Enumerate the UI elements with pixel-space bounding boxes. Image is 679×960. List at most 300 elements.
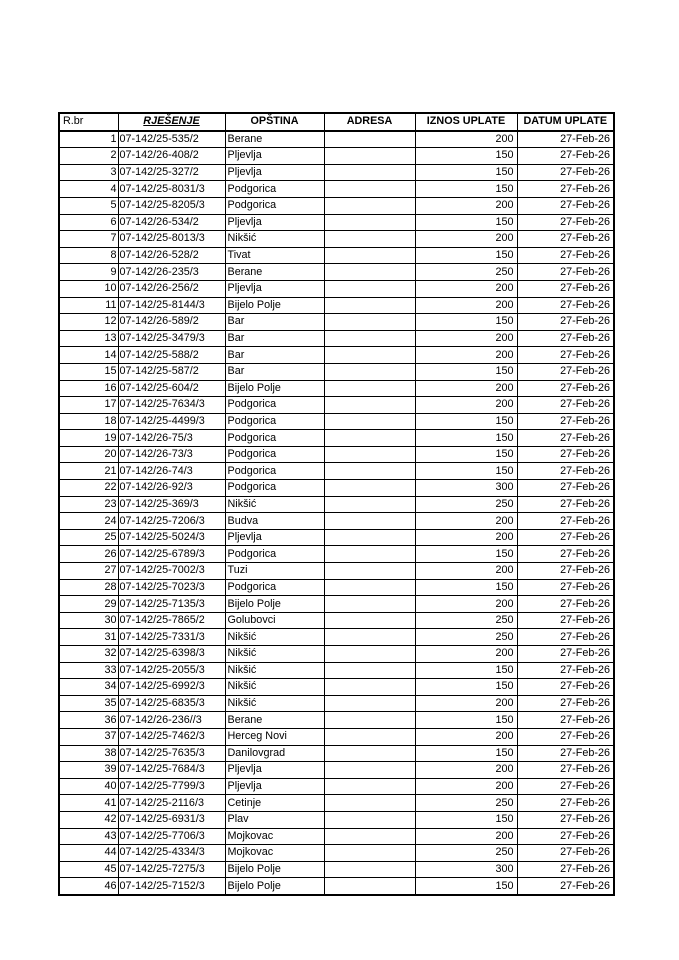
cell-rbr: 21 — [59, 463, 118, 480]
cell-datum: 27-Feb-26 — [517, 280, 614, 297]
cell-adresa — [324, 181, 415, 198]
cell-datum: 27-Feb-26 — [517, 845, 614, 862]
cell-iznos: 150 — [415, 164, 517, 181]
cell-adresa — [324, 413, 415, 430]
cell-rbr: 12 — [59, 314, 118, 331]
table-row — [59, 679, 614, 696]
cell-adresa — [324, 795, 415, 812]
cell-rjesenje: 07-142/25-5024/3 — [118, 529, 225, 546]
table-row — [59, 712, 614, 729]
cell-opstina: Podgorica — [225, 197, 324, 214]
cell-adresa — [324, 363, 415, 380]
table-row — [59, 397, 614, 414]
cell-adresa — [324, 679, 415, 696]
cell-opstina: Bar — [225, 363, 324, 380]
cell-iznos: 150 — [415, 181, 517, 198]
cell-adresa — [324, 596, 415, 613]
cell-adresa — [324, 496, 415, 513]
cell-rjesenje: 07-142/25-7684/3 — [118, 762, 225, 779]
column-header-adresa: ADRESA — [324, 113, 415, 131]
cell-datum: 27-Feb-26 — [517, 247, 614, 264]
cell-rbr: 38 — [59, 745, 118, 762]
cell-opstina: Podgorica — [225, 397, 324, 414]
cell-adresa — [324, 861, 415, 878]
cell-rjesenje: 07-142/25-6789/3 — [118, 546, 225, 563]
cell-rbr: 45 — [59, 861, 118, 878]
cell-rjesenje: 07-142/25-2116/3 — [118, 795, 225, 812]
cell-iznos: 200 — [415, 297, 517, 314]
cell-adresa — [324, 214, 415, 231]
cell-rbr: 20 — [59, 446, 118, 463]
cell-iznos: 250 — [415, 264, 517, 281]
cell-adresa — [324, 662, 415, 679]
cell-adresa — [324, 546, 415, 563]
cell-rjesenje: 07-142/25-588/2 — [118, 347, 225, 364]
cell-rbr: 1 — [59, 131, 118, 148]
cell-datum: 27-Feb-26 — [517, 861, 614, 878]
cell-adresa — [324, 330, 415, 347]
cell-datum: 27-Feb-26 — [517, 612, 614, 629]
cell-iznos: 200 — [415, 828, 517, 845]
cell-datum: 27-Feb-26 — [517, 413, 614, 430]
cell-adresa — [324, 397, 415, 414]
cell-adresa — [324, 164, 415, 181]
cell-opstina: Bijelo Polje — [225, 297, 324, 314]
cell-rjesenje: 07-142/26-235/3 — [118, 264, 225, 281]
cell-rjesenje: 07-142/25-6931/3 — [118, 811, 225, 828]
column-header-rjesenje: RJEŠENJE — [118, 113, 225, 131]
cell-iznos: 200 — [415, 762, 517, 779]
cell-datum: 27-Feb-26 — [517, 795, 614, 812]
cell-adresa — [324, 480, 415, 497]
cell-opstina: Nikšić — [225, 646, 324, 663]
table-row — [59, 164, 614, 181]
cell-rbr: 43 — [59, 828, 118, 845]
cell-iznos: 200 — [415, 778, 517, 795]
cell-rbr: 17 — [59, 397, 118, 414]
cell-adresa — [324, 430, 415, 447]
cell-adresa — [324, 280, 415, 297]
cell-rbr: 34 — [59, 679, 118, 696]
cell-adresa — [324, 446, 415, 463]
cell-rbr: 26 — [59, 546, 118, 563]
cell-opstina: Budva — [225, 513, 324, 530]
cell-iznos: 150 — [415, 430, 517, 447]
cell-iznos: 200 — [415, 280, 517, 297]
cell-iznos: 200 — [415, 397, 517, 414]
cell-rbr: 39 — [59, 762, 118, 779]
cell-datum: 27-Feb-26 — [517, 546, 614, 563]
cell-adresa — [324, 297, 415, 314]
cell-rjesenje: 07-142/25-7023/3 — [118, 579, 225, 596]
cell-adresa — [324, 878, 415, 895]
cell-rjesenje: 07-142/25-7706/3 — [118, 828, 225, 845]
cell-rbr: 19 — [59, 430, 118, 447]
cell-opstina: Bijelo Polje — [225, 596, 324, 613]
cell-rbr: 8 — [59, 247, 118, 264]
cell-rjesenje: 07-142/25-8144/3 — [118, 297, 225, 314]
table-row — [59, 181, 614, 198]
cell-datum: 27-Feb-26 — [517, 131, 614, 148]
cell-opstina: Bijelo Polje — [225, 380, 324, 397]
cell-opstina: Mojkovac — [225, 828, 324, 845]
cell-opstina: Golubovci — [225, 612, 324, 629]
payments-table — [58, 112, 615, 896]
cell-rjesenje: 07-142/25-604/2 — [118, 380, 225, 397]
table-row — [59, 861, 614, 878]
table-row — [59, 612, 614, 629]
cell-iznos: 150 — [415, 446, 517, 463]
table-row — [59, 264, 614, 281]
cell-rjesenje: 07-142/25-327/2 — [118, 164, 225, 181]
cell-datum: 27-Feb-26 — [517, 397, 614, 414]
table-row — [59, 131, 614, 148]
cell-datum: 27-Feb-26 — [517, 347, 614, 364]
cell-opstina: Nikšić — [225, 679, 324, 696]
cell-rbr: 7 — [59, 231, 118, 248]
cell-adresa — [324, 828, 415, 845]
cell-datum: 27-Feb-26 — [517, 629, 614, 646]
cell-opstina: Podgorica — [225, 181, 324, 198]
cell-rbr: 2 — [59, 148, 118, 165]
cell-opstina: Podgorica — [225, 430, 324, 447]
table-row — [59, 579, 614, 596]
cell-datum: 27-Feb-26 — [517, 579, 614, 596]
cell-opstina: Podgorica — [225, 413, 324, 430]
cell-adresa — [324, 148, 415, 165]
cell-rbr: 15 — [59, 363, 118, 380]
cell-rbr: 44 — [59, 845, 118, 862]
cell-datum: 27-Feb-26 — [517, 363, 614, 380]
cell-datum: 27-Feb-26 — [517, 662, 614, 679]
cell-datum: 27-Feb-26 — [517, 529, 614, 546]
cell-opstina: Pljevlja — [225, 778, 324, 795]
cell-datum: 27-Feb-26 — [517, 314, 614, 331]
cell-iznos: 250 — [415, 612, 517, 629]
cell-iznos: 150 — [415, 579, 517, 596]
cell-rjesenje: 07-142/25-7634/3 — [118, 397, 225, 414]
cell-rjesenje: 07-142/26-75/3 — [118, 430, 225, 447]
cell-adresa — [324, 778, 415, 795]
cell-rjesenje: 07-142/26-92/3 — [118, 480, 225, 497]
cell-iznos: 200 — [415, 131, 517, 148]
cell-datum: 27-Feb-26 — [517, 811, 614, 828]
column-header-datum: DATUM UPLATE — [517, 113, 614, 131]
cell-datum: 27-Feb-26 — [517, 695, 614, 712]
cell-rbr: 32 — [59, 646, 118, 663]
table-row — [59, 845, 614, 862]
cell-iznos: 200 — [415, 596, 517, 613]
cell-rjesenje: 07-142/25-3479/3 — [118, 330, 225, 347]
cell-adresa — [324, 762, 415, 779]
cell-adresa — [324, 811, 415, 828]
table-row — [59, 596, 614, 613]
table-row — [59, 762, 614, 779]
cell-datum: 27-Feb-26 — [517, 297, 614, 314]
cell-datum: 27-Feb-26 — [517, 745, 614, 762]
table-row — [59, 745, 614, 762]
cell-rbr: 41 — [59, 795, 118, 812]
cell-rbr: 22 — [59, 480, 118, 497]
cell-datum: 27-Feb-26 — [517, 712, 614, 729]
cell-rjesenje: 07-142/26-236//3 — [118, 712, 225, 729]
cell-opstina: Pljevlja — [225, 529, 324, 546]
cell-iznos: 200 — [415, 728, 517, 745]
cell-iznos: 150 — [415, 363, 517, 380]
cell-rbr: 28 — [59, 579, 118, 596]
cell-opstina: Nikšić — [225, 662, 324, 679]
cell-rjesenje: 07-142/26-73/3 — [118, 446, 225, 463]
cell-adresa — [324, 728, 415, 745]
cell-rjesenje: 07-142/25-2055/3 — [118, 662, 225, 679]
cell-datum: 27-Feb-26 — [517, 513, 614, 530]
cell-opstina: Podgorica — [225, 446, 324, 463]
cell-adresa — [324, 380, 415, 397]
cell-opstina: Herceg Novi — [225, 728, 324, 745]
cell-rjesenje: 07-142/25-7002/3 — [118, 563, 225, 580]
cell-datum: 27-Feb-26 — [517, 231, 614, 248]
table-row — [59, 529, 614, 546]
cell-rbr: 3 — [59, 164, 118, 181]
cell-opstina: Pljevlja — [225, 762, 324, 779]
cell-iznos: 150 — [415, 878, 517, 895]
table-row — [59, 247, 614, 264]
cell-rjesenje: 07-142/25-7135/3 — [118, 596, 225, 613]
cell-rbr: 33 — [59, 662, 118, 679]
cell-rbr: 46 — [59, 878, 118, 895]
cell-iznos: 300 — [415, 861, 517, 878]
cell-opstina: Bar — [225, 330, 324, 347]
cell-iznos: 250 — [415, 845, 517, 862]
cell-datum: 27-Feb-26 — [517, 496, 614, 513]
cell-adresa — [324, 695, 415, 712]
cell-rjesenje: 07-142/25-7152/3 — [118, 878, 225, 895]
cell-rbr: 13 — [59, 330, 118, 347]
table-row — [59, 728, 614, 745]
cell-opstina: Cetinje — [225, 795, 324, 812]
cell-iznos: 200 — [415, 646, 517, 663]
cell-iznos: 150 — [415, 148, 517, 165]
table-row — [59, 148, 614, 165]
cell-opstina: Tuzi — [225, 563, 324, 580]
cell-rbr: 5 — [59, 197, 118, 214]
cell-adresa — [324, 347, 415, 364]
cell-rbr: 37 — [59, 728, 118, 745]
cell-adresa — [324, 745, 415, 762]
cell-opstina: Bijelo Polje — [225, 861, 324, 878]
cell-rbr: 36 — [59, 712, 118, 729]
cell-rbr: 18 — [59, 413, 118, 430]
cell-rbr: 14 — [59, 347, 118, 364]
cell-iznos: 200 — [415, 347, 517, 364]
cell-iznos: 200 — [415, 695, 517, 712]
cell-adresa — [324, 579, 415, 596]
cell-opstina: Nikšić — [225, 629, 324, 646]
cell-opstina: Bar — [225, 314, 324, 331]
cell-iznos: 250 — [415, 629, 517, 646]
header-row — [59, 113, 614, 131]
cell-rjesenje: 07-142/26-256/2 — [118, 280, 225, 297]
cell-opstina: Podgorica — [225, 579, 324, 596]
table-row — [59, 496, 614, 513]
table-row — [59, 563, 614, 580]
cell-adresa — [324, 612, 415, 629]
table-row — [59, 646, 614, 663]
cell-datum: 27-Feb-26 — [517, 330, 614, 347]
cell-rjesenje: 07-142/25-7635/3 — [118, 745, 225, 762]
cell-datum: 27-Feb-26 — [517, 463, 614, 480]
table-row — [59, 214, 614, 231]
cell-datum: 27-Feb-26 — [517, 148, 614, 165]
cell-opstina: Podgorica — [225, 463, 324, 480]
cell-rjesenje: 07-142/25-369/3 — [118, 496, 225, 513]
cell-adresa — [324, 197, 415, 214]
cell-datum: 27-Feb-26 — [517, 164, 614, 181]
table-row — [59, 363, 614, 380]
cell-opstina: Podgorica — [225, 480, 324, 497]
cell-rbr: 35 — [59, 695, 118, 712]
cell-iznos: 150 — [415, 662, 517, 679]
table-row — [59, 380, 614, 397]
cell-rbr: 42 — [59, 811, 118, 828]
cell-opstina: Bar — [225, 347, 324, 364]
cell-opstina: Berane — [225, 131, 324, 148]
column-header-iznos: IZNOS UPLATE — [415, 113, 517, 131]
cell-opstina: Nikšić — [225, 496, 324, 513]
cell-adresa — [324, 513, 415, 530]
cell-iznos: 150 — [415, 712, 517, 729]
cell-rbr: 30 — [59, 612, 118, 629]
table-row — [59, 430, 614, 447]
cell-datum: 27-Feb-26 — [517, 596, 614, 613]
cell-datum: 27-Feb-26 — [517, 480, 614, 497]
table-body — [59, 131, 614, 895]
table-row — [59, 811, 614, 828]
cell-opstina: Berane — [225, 712, 324, 729]
table-row — [59, 546, 614, 563]
table-row — [59, 330, 614, 347]
cell-adresa — [324, 712, 415, 729]
table-row — [59, 280, 614, 297]
cell-iznos: 150 — [415, 679, 517, 696]
table-row — [59, 878, 614, 895]
cell-rbr: 9 — [59, 264, 118, 281]
cell-rbr: 23 — [59, 496, 118, 513]
cell-iznos: 200 — [415, 231, 517, 248]
cell-iznos: 250 — [415, 795, 517, 812]
cell-datum: 27-Feb-26 — [517, 563, 614, 580]
table-row — [59, 480, 614, 497]
cell-rbr: 27 — [59, 563, 118, 580]
cell-iznos: 150 — [415, 745, 517, 762]
cell-adresa — [324, 563, 415, 580]
cell-rbr: 11 — [59, 297, 118, 314]
cell-datum: 27-Feb-26 — [517, 181, 614, 198]
table-row — [59, 413, 614, 430]
cell-iznos: 200 — [415, 513, 517, 530]
cell-iznos: 250 — [415, 496, 517, 513]
cell-rbr: 16 — [59, 380, 118, 397]
cell-iznos: 150 — [415, 247, 517, 264]
cell-adresa — [324, 131, 415, 148]
table-row — [59, 629, 614, 646]
cell-opstina: Danilovgrad — [225, 745, 324, 762]
table-row — [59, 795, 614, 812]
cell-rbr: 25 — [59, 529, 118, 546]
cell-rjesenje: 07-142/25-4499/3 — [118, 413, 225, 430]
cell-adresa — [324, 845, 415, 862]
cell-datum: 27-Feb-26 — [517, 264, 614, 281]
cell-opstina: Mojkovac — [225, 845, 324, 862]
table-row — [59, 197, 614, 214]
cell-iznos: 150 — [415, 463, 517, 480]
cell-rbr: 40 — [59, 778, 118, 795]
cell-adresa — [324, 646, 415, 663]
cell-rjesenje: 07-142/26-408/2 — [118, 148, 225, 165]
cell-iznos: 200 — [415, 197, 517, 214]
cell-iznos: 150 — [415, 413, 517, 430]
cell-datum: 27-Feb-26 — [517, 828, 614, 845]
cell-opstina: Podgorica — [225, 546, 324, 563]
cell-rjesenje: 07-142/25-7462/3 — [118, 728, 225, 745]
cell-adresa — [324, 629, 415, 646]
cell-rbr: 31 — [59, 629, 118, 646]
cell-rjesenje: 07-142/25-6992/3 — [118, 679, 225, 696]
cell-iznos: 300 — [415, 480, 517, 497]
cell-rjesenje: 07-142/25-535/2 — [118, 131, 225, 148]
cell-iznos: 200 — [415, 563, 517, 580]
table-row — [59, 314, 614, 331]
cell-iznos: 150 — [415, 811, 517, 828]
cell-opstina: Pljevlja — [225, 214, 324, 231]
cell-datum: 27-Feb-26 — [517, 728, 614, 745]
cell-opstina: Pljevlja — [225, 164, 324, 181]
table-row — [59, 297, 614, 314]
table-row — [59, 347, 614, 364]
cell-rjesenje: 07-142/25-7799/3 — [118, 778, 225, 795]
cell-rjesenje: 07-142/25-8013/3 — [118, 231, 225, 248]
cell-rjesenje: 07-142/25-4334/3 — [118, 845, 225, 862]
column-header-opstina: OPŠTINA — [225, 113, 324, 131]
cell-datum: 27-Feb-26 — [517, 646, 614, 663]
cell-rjesenje: 07-142/26-534/2 — [118, 214, 225, 231]
cell-rbr: 4 — [59, 181, 118, 198]
table-row — [59, 231, 614, 248]
cell-rjesenje: 07-142/25-6835/3 — [118, 695, 225, 712]
cell-opstina: Plav — [225, 811, 324, 828]
table-row — [59, 662, 614, 679]
cell-rbr: 24 — [59, 513, 118, 530]
cell-rbr: 6 — [59, 214, 118, 231]
table-row — [59, 463, 614, 480]
cell-datum: 27-Feb-26 — [517, 762, 614, 779]
cell-iznos: 200 — [415, 380, 517, 397]
cell-iznos: 150 — [415, 546, 517, 563]
cell-rjesenje: 07-142/26-528/2 — [118, 247, 225, 264]
cell-rjesenje: 07-142/25-7865/2 — [118, 612, 225, 629]
cell-datum: 27-Feb-26 — [517, 679, 614, 696]
cell-datum: 27-Feb-26 — [517, 380, 614, 397]
cell-opstina: Nikšić — [225, 231, 324, 248]
cell-iznos: 150 — [415, 314, 517, 331]
cell-adresa — [324, 247, 415, 264]
table-row — [59, 828, 614, 845]
cell-opstina: Tivat — [225, 247, 324, 264]
table-row — [59, 513, 614, 530]
cell-datum: 27-Feb-26 — [517, 197, 614, 214]
table-row — [59, 446, 614, 463]
cell-rjesenje: 07-142/26-74/3 — [118, 463, 225, 480]
